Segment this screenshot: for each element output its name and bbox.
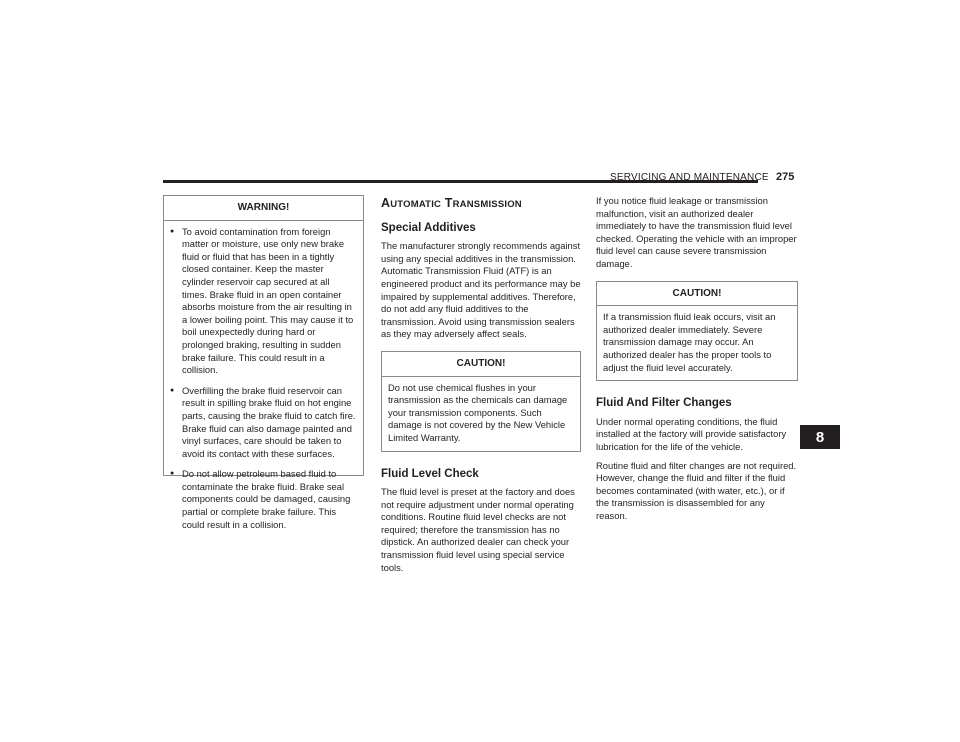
caution-title: CAUTION!	[382, 352, 580, 377]
chapter-tab: 8	[800, 425, 840, 449]
warning-body	[164, 221, 363, 546]
caution-box	[381, 351, 581, 452]
bullet-icon: ●	[170, 227, 175, 235]
special-additives-heading: Special Additives	[381, 221, 476, 234]
special-additives-body: The manufacturer strongly recommends against using any special additives in the transmission. Automatic Transmission Fluid (ATF) is an engineered product and its performance may be impaired by supplemental additives. Therefore, do not add any fluid additives to the transmission. Avoid using transmission sealers as they may adversely affect seals.	[381, 240, 581, 340]
fluid-filter-changes-body1: Under normal operating conditions, the fluid installed at the factory will provide satisfactory lubrication for the life of the vehicle.	[596, 415, 787, 452]
fluid-filter-changes-heading: Fluid And Filter Changes	[596, 397, 732, 410]
fluid-level-check-body: The fluid level is preset at the factory and does not require adjustment under normal operating conditions. Routine fluid level checks are not required; therefore the transmission has no dipstick. An authorized dealer can check your transmission fluid level using special service tools.	[381, 486, 575, 573]
caution-title: CAUTION!	[597, 282, 797, 307]
warning-title: WARNING!	[164, 196, 363, 221]
leakage-paragraph: If you notice fluid leakage or transmission malfunction, visit an authorized dealer immediately to have the transmission fluid level checked. Operating the vehicle with an improper fluid level can cause severe transmission damage.	[596, 195, 797, 269]
right-column	[596, 195, 798, 528]
warning-item-text: Do not allow petroleum based fluid to contaminate the brake fluid. Brake seal components could be damaged, causing partial or complete brake failure. This could result in a collision.	[182, 468, 351, 530]
page-number: 275	[776, 171, 795, 183]
left-column	[163, 195, 364, 530]
warning-item	[170, 226, 357, 377]
warning-item	[170, 468, 357, 531]
warning-item-text: Overfilling the brake fluid reservoir can result in spilling brake fluid on hot engine parts, causing the brake fluid to catch fire. Brake fluid can also damage painted and vinyl surfaces, care should be taken to avoid its contact with these surfaces.	[182, 384, 356, 459]
bullet-icon: ●	[170, 386, 175, 394]
warning-item	[170, 385, 357, 461]
caution-box	[596, 281, 798, 382]
middle-column	[381, 195, 581, 580]
caution-body: Do not use chemical flushes in your transmission as the chemicals can damage your transmission components. Such damage is not covered by the New Vehicle Limited Warranty.	[388, 381, 568, 443]
fluid-filter-changes-body2: Routine fluid and filter changes are not required. However, change the fluid and filter if the fluid becomes contaminated (with water, etc.), or if the transmission is disassembled for any reason.	[596, 459, 797, 521]
section-title: AUTOMATIC TRANSMISSION	[381, 196, 522, 210]
running-header: SERVICING AND MAINTENANCE	[610, 172, 769, 183]
bullet-icon: ●	[170, 470, 175, 478]
fluid-level-check-heading: Fluid Level Check	[381, 467, 479, 480]
caution-body: If a transmission fluid leak occurs, visit an authorized dealer immediately. Severe transmission damage may occur. An authorized dealer has the proper tools to adjust the fluid level accurately.	[603, 311, 776, 373]
warning-item-text: To avoid contamination from foreign matter or moisture, use only new brake fluid or fluid that has been in a tightly closed container. Keep the master cylinder reservoir cap secured at all times. Brake fluid in an open container absorbs moisture from the air resulting in a lower boiling point. This may cause it to boil unexpectedly during hard or prolonged braking, resulting in sudden brake failure. This could result in a collision.	[182, 225, 354, 376]
warning-box	[163, 195, 364, 530]
